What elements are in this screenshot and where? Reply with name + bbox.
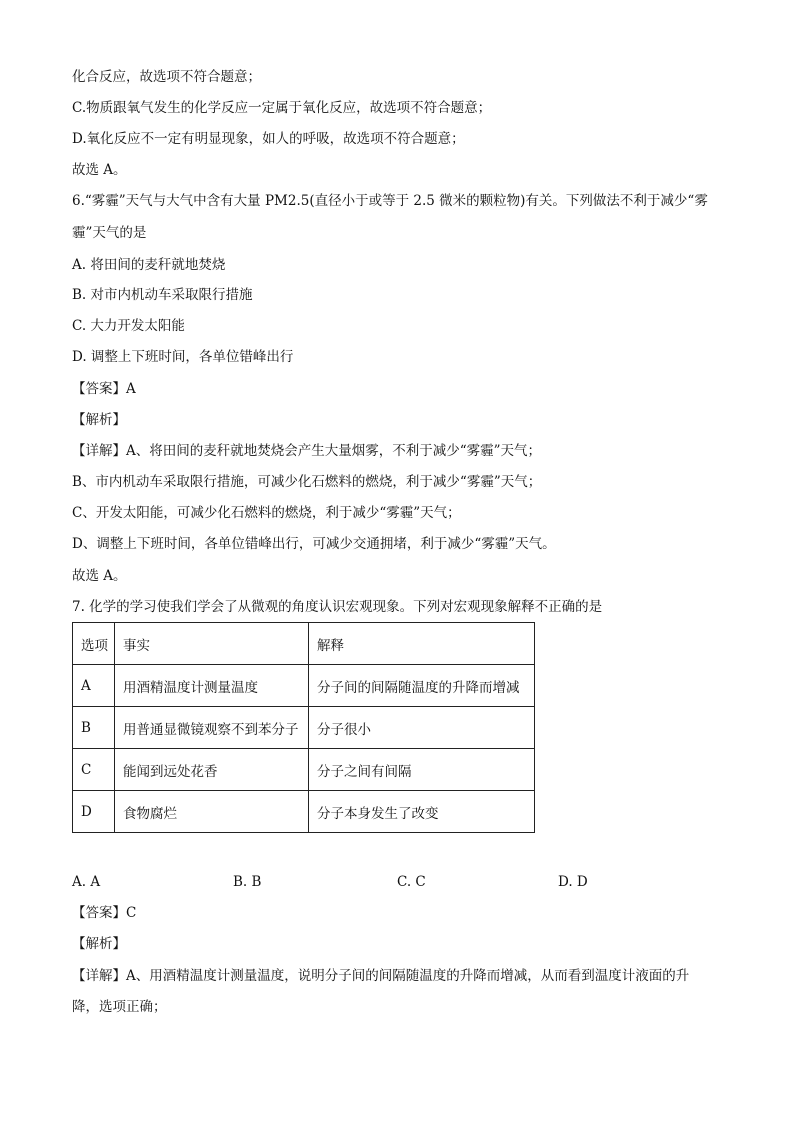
question-7-answer: 【答案】C xyxy=(72,905,137,921)
question-7-analysis-title: 【解析】 xyxy=(72,936,126,952)
question-7-detail: 降，选项正确； xyxy=(72,999,167,1015)
table-header-cell: 解释 xyxy=(309,623,535,665)
question-6-option-c: C. 大力开发太阳能 xyxy=(72,318,185,334)
table-cell: C xyxy=(73,749,115,791)
table-cell: 用酒精温度计测量温度 xyxy=(115,665,309,707)
question-6-detail: D、调整上下班时间，各单位错峰出行，可减少交通拥堵，利于减少“雾霾”天气。 xyxy=(72,536,556,552)
table-cell: 分子本身发生了改变 xyxy=(309,791,535,833)
table-cell: A xyxy=(73,665,115,707)
table-header-cell: 选项 xyxy=(73,623,115,665)
question-7-choice-a: A. A xyxy=(72,874,101,890)
question-6-conclusion: 故选 A。 xyxy=(72,568,127,584)
question-6-detail: B、市内机动车采取限行措施，可减少化石燃料的燃烧，利于减少“雾霾”天气； xyxy=(72,474,542,490)
table-row xyxy=(73,791,535,833)
question-6-option-d: D. 调整上下班时间，各单位错峰出行 xyxy=(72,349,294,365)
question-7-detail: 【详解】A、用酒精温度计测量温度，说明分子间的间隔随温度的升降而增减，从而看到温度计液面的升 xyxy=(72,968,690,984)
table-row xyxy=(73,707,535,749)
table-cell: 分子之间有间隔 xyxy=(309,749,535,791)
table-cell: D xyxy=(73,791,115,833)
question-7-table xyxy=(72,622,535,833)
table-row xyxy=(73,665,535,707)
table-cell: B xyxy=(73,707,115,749)
question-7-stem: 7. 化学的学习使我们学会了从微观的角度认识宏观现象。下列对宏观现象解释不正确的是 xyxy=(72,599,603,615)
table-cell: 能闻到远处花香 xyxy=(115,749,309,791)
text-line: 故选 A。 xyxy=(72,162,127,178)
table-header-row xyxy=(73,623,535,665)
table-cell: 分子很小 xyxy=(309,707,535,749)
question-6-answer: 【答案】A xyxy=(72,381,136,397)
question-6-analysis-title: 【解析】 xyxy=(72,412,126,428)
question-7-choice-d: D. D xyxy=(558,874,588,890)
question-6-option-a: A. 将田间的麦秆就地焚烧 xyxy=(72,257,226,273)
text-line: 化合反应，故选项不符合题意； xyxy=(72,69,261,85)
text-line: C.物质跟氧气发生的化学反应一定属于氧化反应，故选项不符合题意； xyxy=(72,100,492,116)
question-6-option-b: B. 对市内机动车采取限行措施 xyxy=(72,287,253,303)
table-cell: 食物腐烂 xyxy=(115,791,309,833)
question-7-choice-b: B. B xyxy=(233,874,262,890)
table-header-cell: 事实 xyxy=(115,623,309,665)
question-7-choice-c: C. C xyxy=(397,874,426,890)
question-6-detail: C、开发太阳能，可减少化石燃料的燃烧，利于减少“雾霾”天气； xyxy=(72,505,461,521)
question-6-detail: 【详解】A、将田间的麦秆就地焚烧会产生大量烟雾，不利于减少“雾霾”天气； xyxy=(72,443,542,459)
text-line: D.氧化反应不一定有明显现象，如人的呼吸，故选项不符合题意； xyxy=(72,131,465,147)
question-6-stem: 霾”天气的是 xyxy=(72,225,147,241)
table-cell: 用普通显微镜观察不到苯分子 xyxy=(115,707,309,749)
question-6-stem: 6.“雾霾”天气与大气中含有大量 PM2.5(直径小于或等于 2.5 微米的颗粒物)有关。下列做法不利于减少“雾 xyxy=(72,193,708,209)
table-row xyxy=(73,749,535,791)
table-cell: 分子间的间隔随温度的升降而增减 xyxy=(309,665,535,707)
